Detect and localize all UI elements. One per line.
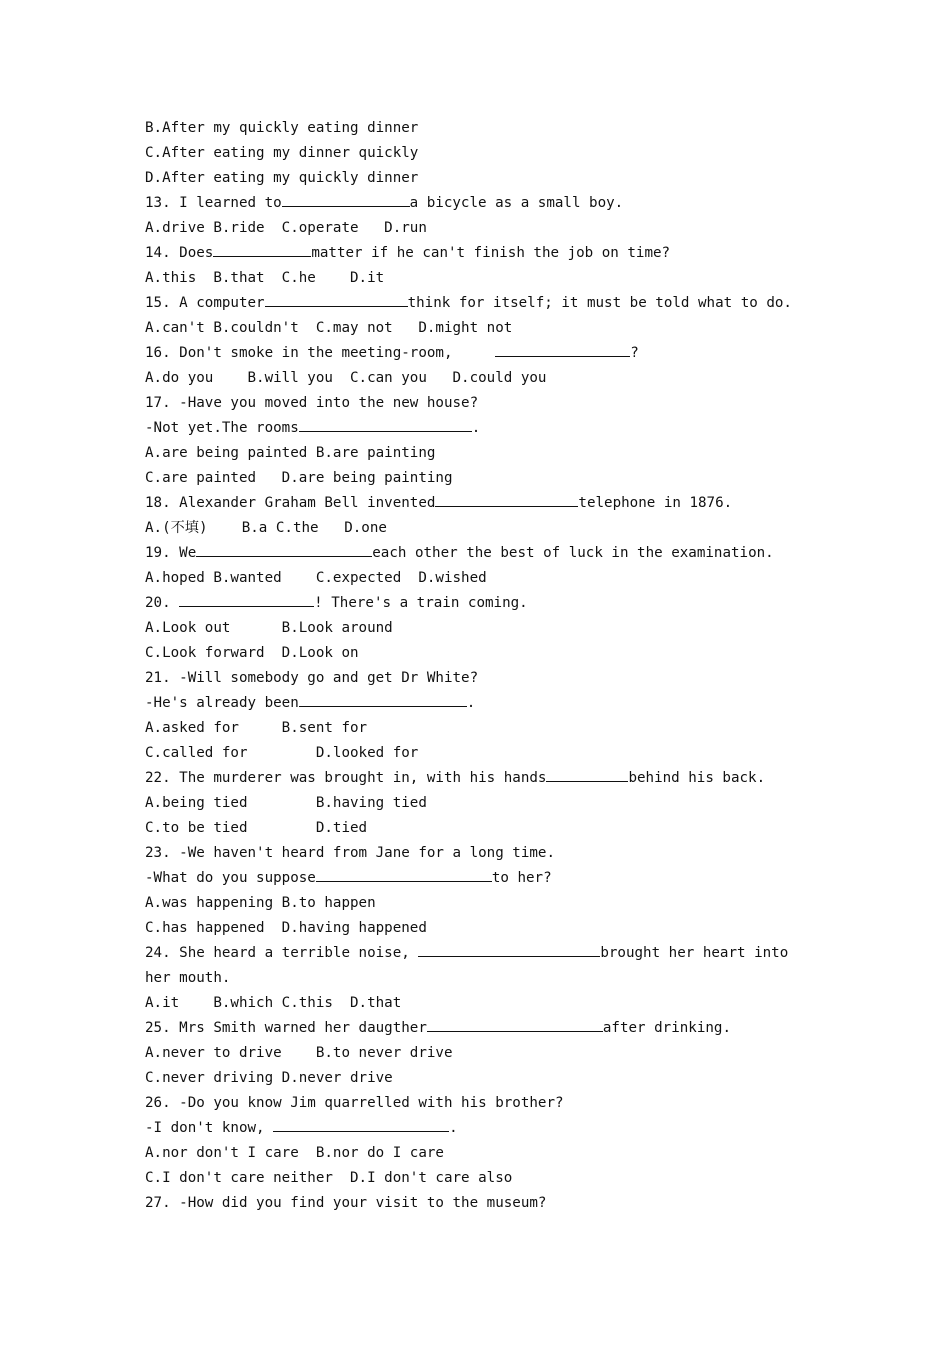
question-text: -Not yet.The rooms — [145, 420, 299, 436]
question-18 — [145, 491, 825, 516]
answer-blank — [179, 591, 314, 607]
option-line: A.hoped B.wanted C.expected D.wished — [145, 570, 487, 586]
question-text: telephone in 1876. — [578, 495, 733, 511]
answer-blank — [299, 416, 472, 432]
answer-blank — [495, 341, 630, 357]
option-line: A.nor don't I care B.nor do I care — [145, 1145, 444, 1161]
question-23-reply — [145, 866, 825, 891]
question-19 — [145, 541, 825, 566]
answer-blank — [265, 291, 408, 307]
question-22 — [145, 766, 825, 791]
question-text: ? — [630, 345, 639, 361]
option-line: C.never driving D.never drive — [145, 1070, 393, 1086]
question-text: -He's already been — [145, 695, 299, 711]
option-line: C.to be tied D.tied — [145, 820, 368, 836]
question-15 — [145, 291, 825, 316]
option-line: C.After eating my dinner quickly — [145, 145, 419, 161]
question-text: to her? — [491, 870, 552, 886]
option-line: B.After my quickly eating dinner — [145, 120, 419, 136]
option-line: C.called for D.looked for — [145, 745, 419, 761]
question-text: after drinking. — [602, 1020, 731, 1036]
answer-blank — [546, 766, 628, 782]
question-23: 23. -We haven't heard from Jane for a long time. — [145, 845, 555, 861]
answer-blank — [282, 191, 410, 207]
question-text: 20. — [145, 595, 180, 611]
question-text: brought her heart into — [600, 945, 789, 961]
option-line: A.do you B.will you C.can you D.could you — [145, 370, 547, 386]
question-text: 13. I learned to — [145, 195, 282, 211]
option-line: A.are being painted B.are painting — [145, 445, 436, 461]
answer-blank — [299, 691, 467, 707]
question-text: 24. She heard a terrible noise, — [145, 945, 419, 961]
question-text: 18. Alexander Graham Bell invented — [145, 495, 436, 511]
question-27: 27. -How did you find your visit to the museum? — [145, 1195, 547, 1211]
answer-blank — [213, 241, 311, 257]
question-20 — [145, 591, 825, 616]
option-line: C.I don't care neither D.I don't care also — [145, 1170, 513, 1186]
question-text: . — [449, 1120, 458, 1136]
question-25 — [145, 1016, 825, 1041]
option-line: A.asked for B.sent for — [145, 720, 368, 736]
question-text: ! There's a train coming. — [314, 595, 528, 611]
option-line: A.it B.which C.this D.that — [145, 995, 402, 1011]
option-line: A.Look out B.Look around — [145, 620, 393, 636]
question-17-reply — [145, 416, 825, 441]
question-21-reply — [145, 691, 825, 716]
question-text: 22. The murderer was brought in, with his hands — [145, 770, 547, 786]
answer-blank — [418, 941, 600, 957]
answer-blank — [196, 541, 372, 557]
question-text: -What do you suppose — [145, 870, 316, 886]
question-14 — [145, 241, 825, 266]
question-text: 16. Don't smoke in the meeting-room, — [145, 345, 496, 361]
question-16 — [145, 341, 825, 366]
question-text: behind his back. — [628, 770, 766, 786]
option-line: C.has happened D.having happened — [145, 920, 427, 936]
question-21: 21. -Will somebody go and get Dr White? — [145, 670, 479, 686]
option-line: A.can't B.couldn't C.may not D.might not — [145, 320, 513, 336]
option-line: C.Look forward D.Look on — [145, 645, 359, 661]
answer-blank — [435, 491, 578, 507]
question-text: a bicycle as a small boy. — [409, 195, 624, 211]
question-text: 25. Mrs Smith warned her daugther — [145, 1020, 427, 1036]
option-line: A.was happening B.to happen — [145, 895, 376, 911]
question-text: each other the best of luck in the examination. — [372, 545, 774, 561]
question-text: -I don't know, — [145, 1120, 274, 1136]
question-17: 17. -Have you moved into the new house? — [145, 395, 479, 411]
option-line: A.drive B.ride C.operate D.run — [145, 220, 427, 236]
question-text: matter if he can't finish the job on time? — [311, 245, 671, 261]
question-text: . — [471, 420, 481, 436]
option-line: C.are painted D.are being painting — [145, 470, 453, 486]
question-13 — [145, 191, 825, 216]
question-text: 14. Does — [145, 245, 214, 261]
option-line: A.being tied B.having tied — [145, 795, 427, 811]
answer-blank — [316, 866, 492, 882]
option-line: A.(不填) B.a C.the D.one — [145, 520, 387, 536]
question-text: 15. A computer — [145, 295, 265, 311]
question-text: 19. We — [145, 545, 197, 561]
option-line: A.never to drive B.to never drive — [145, 1045, 453, 1061]
question-26-reply — [145, 1116, 825, 1141]
question-24-continued: her mouth. — [145, 970, 231, 986]
answer-blank — [273, 1116, 449, 1132]
question-text: . — [466, 695, 476, 711]
option-line: A.this B.that C.he D.it — [145, 270, 385, 286]
option-line: D.After eating my quickly dinner — [145, 170, 419, 186]
question-text: think for itself; it must be told what to do. — [407, 295, 792, 311]
question-26: 26. -Do you know Jim quarrelled with his brother? — [145, 1095, 564, 1111]
answer-blank — [427, 1016, 603, 1032]
question-24 — [145, 941, 825, 966]
